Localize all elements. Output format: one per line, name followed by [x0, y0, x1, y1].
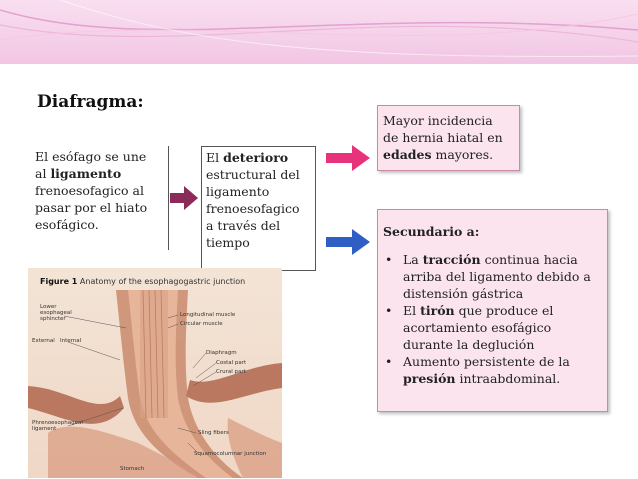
- box2-line: estructural del: [206, 167, 300, 182]
- keyword-deterioro: deterioro: [223, 150, 289, 165]
- label-squamocolumnar: Squamocolumnar junction: [194, 451, 267, 457]
- list-item: • El tirón que produce el acortamiento esofágico durante la deglución: [385, 303, 554, 352]
- list-item: • La tracción continua hacia arriba del ligamento debido a distensión gástrica: [385, 252, 591, 301]
- box1-line: El esófago se une: [35, 149, 147, 164]
- keyword-presion: presión: [403, 371, 456, 386]
- header-banner: [0, 0, 638, 64]
- keyword-tiron: tirón: [420, 303, 455, 318]
- label-sling: Sling fibers: [198, 430, 229, 436]
- box1-line: al ligamento: [35, 166, 122, 181]
- decorative-waves: [0, 0, 638, 64]
- secondary-heading: Secundario a:: [383, 224, 480, 239]
- box-secondary-causes: [377, 209, 608, 412]
- figure-caption: Figure 1 Anatomy of the esophagogastric junction: [40, 277, 246, 286]
- slide-title: Diafragma:: [37, 92, 144, 112]
- box1-border: [33, 146, 169, 250]
- box-deterioration: [201, 146, 316, 271]
- box3-line: de hernia hiatal en: [383, 130, 503, 145]
- arrow-blue-icon: [326, 228, 372, 256]
- box1-line: frenoesofagico al: [35, 183, 144, 198]
- label-phrenoesophageal: Phrenoesophageal ligament: [32, 420, 83, 432]
- arrow-pink-icon: [326, 144, 372, 172]
- causes-list: [383, 251, 605, 387]
- box2-line: a través del: [206, 218, 281, 233]
- keyword-ligamento: ligamento: [50, 166, 122, 181]
- anatomy-figure: [28, 268, 282, 478]
- keyword-traccion: tracción: [422, 252, 481, 267]
- box2-line: frenoesofagico: [206, 201, 300, 216]
- label-lower-sphincter: Lower esophageal sphincter: [40, 304, 72, 322]
- box2-line: El deterioro: [206, 150, 289, 165]
- box3-line: Mayor incidencia: [383, 113, 493, 128]
- box-higher-incidence: [377, 105, 520, 171]
- label-circular: Circular muscle: [180, 321, 223, 327]
- box2-line: tiempo: [206, 235, 250, 250]
- label-longitudinal: Longitudinal muscle: [180, 312, 236, 318]
- box3-line: edades mayores.: [383, 147, 494, 162]
- label-costal: Costal part: [216, 360, 247, 366]
- label-crural: Crural part: [216, 369, 246, 375]
- label-diaphragm: Diaphragm: [206, 350, 237, 356]
- keyword-edades: edades: [383, 147, 432, 162]
- list-item: • Aumento persistente de la presión intraabdominal.: [385, 354, 570, 386]
- label-internal: Internal: [60, 338, 82, 344]
- box2-line: ligamento: [206, 184, 270, 199]
- label-stomach: Stomach: [120, 466, 145, 472]
- label-external: External: [32, 338, 55, 344]
- box1-line: pasar por el hiato: [35, 200, 148, 215]
- box1-line: esofágico.: [35, 217, 99, 232]
- arrow-icon: [170, 186, 200, 212]
